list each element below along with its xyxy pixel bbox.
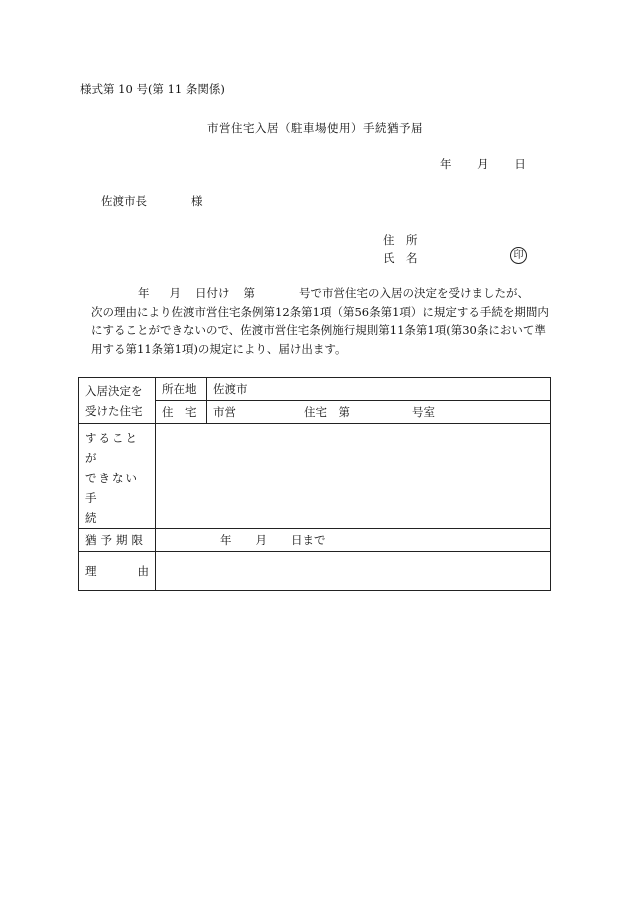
procedure-row: [79, 424, 551, 529]
applicant-name-label: 氏 名: [383, 251, 418, 265]
body-line-3: にすることができないので、佐渡市営住宅条例施行規則第11条第1項(第30条において準: [91, 323, 546, 337]
location-label: 所在地: [156, 378, 207, 401]
deadline-value[interactable]: [156, 529, 551, 552]
procedure-label-line-1: することが: [85, 431, 139, 465]
body-line-4: 用する第11条第1項)の規定により、届け出ます。: [91, 341, 347, 356]
body-rest: 号で市営住宅の入居の決定を受けましたが、: [299, 286, 529, 300]
recipient-name: 佐渡市長: [101, 194, 147, 208]
procedure-label-line-2: できない手: [85, 471, 139, 505]
deadline-year: 年: [220, 533, 232, 547]
deadline-label: 猶予期限: [79, 529, 156, 552]
procedure-value[interactable]: [156, 424, 551, 529]
housing-label: [79, 378, 156, 424]
housing-room: 号室: [412, 405, 435, 419]
deadline-row: [79, 529, 551, 552]
submission-date: [440, 156, 526, 172]
reason-label: [79, 552, 156, 591]
date-month-label: 月: [477, 157, 489, 171]
body-line-1: [91, 284, 551, 303]
housing-mid: 住宅 第: [304, 405, 350, 419]
recipient: [101, 193, 203, 209]
housing-value[interactable]: [207, 401, 551, 424]
housing-row-1: [79, 378, 551, 401]
body-no-prefix: 第: [243, 286, 255, 300]
deferral-table: [78, 377, 551, 591]
date-year-label: 年: [440, 157, 452, 171]
location-value[interactable]: 佐渡市: [207, 378, 551, 401]
body-day-ref: 日付け: [195, 286, 230, 300]
date-day-label: 日: [514, 157, 526, 171]
reason-row: [79, 552, 551, 591]
reason-label-1: 理: [85, 564, 97, 578]
document-title: 市営住宅入居（駐車場使用）手続猶予届: [207, 121, 423, 135]
body-month: 月: [169, 286, 181, 300]
notice-body: [91, 284, 551, 358]
housing-label-line-1: 入居決定を: [85, 383, 143, 398]
reason-value[interactable]: [156, 552, 551, 591]
body-year: 年: [138, 286, 150, 300]
deadline-until: 日まで: [291, 533, 326, 547]
reason-label-2: 由: [137, 564, 149, 578]
housing-city: 市営: [213, 405, 236, 419]
form-number: 様式第 10 号(第 11 条関係): [80, 82, 225, 96]
housing-label-line-2: 受けた住宅: [85, 403, 143, 418]
body-line-2: 次の理由により佐渡市営住宅条例第12条第1項（第56条第1項）に規定する手続を期間内: [91, 304, 549, 319]
recipient-honorific: 様: [191, 194, 203, 208]
seal-mark: 印: [510, 247, 527, 264]
deadline-month: 月: [255, 533, 267, 547]
procedure-label-line-3: 続: [85, 511, 99, 525]
procedure-label: [79, 424, 156, 529]
housing-sub-label: 住 宅: [156, 401, 207, 424]
applicant-address-label: 住 所: [383, 233, 418, 247]
